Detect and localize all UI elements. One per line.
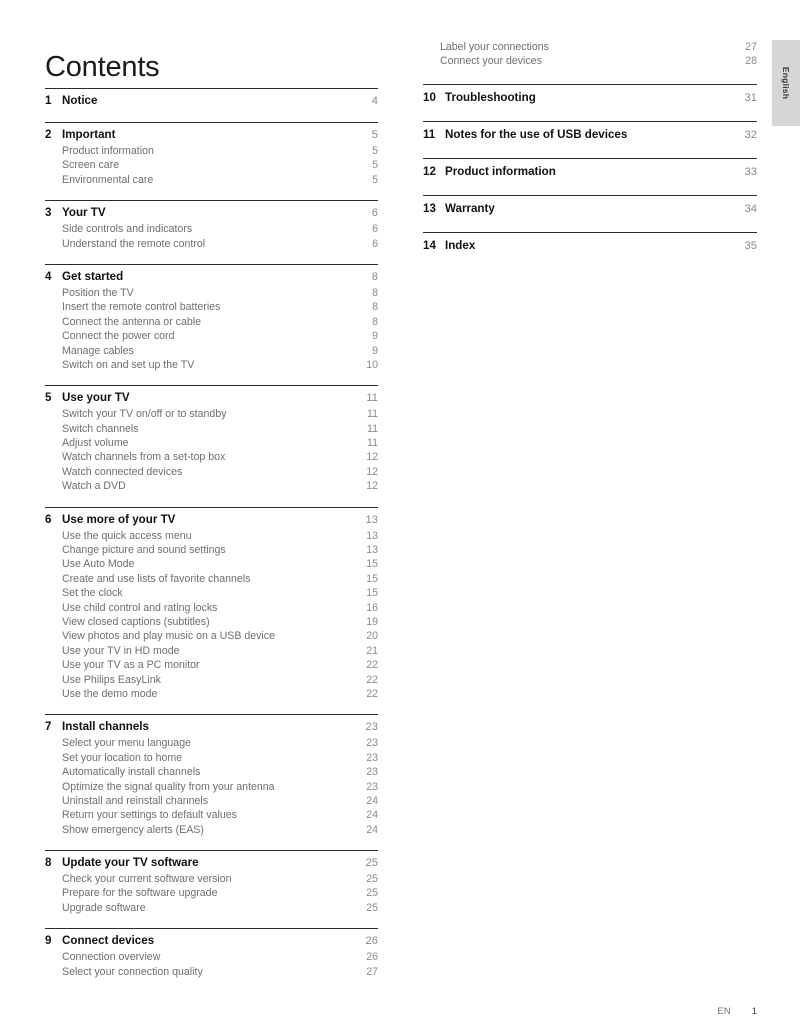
toc-entry-page: 6 — [372, 237, 378, 250]
toc-entry-row[interactable] — [45, 629, 378, 643]
toc-chapter-page: 23 — [365, 721, 378, 734]
toc-entry-page: 11 — [367, 422, 378, 435]
toc-entry-page: 15 — [366, 572, 378, 585]
toc-entry-row[interactable] — [45, 780, 378, 794]
toc-entry-page: 23 — [366, 737, 378, 750]
toc-entry-row[interactable] — [45, 358, 378, 372]
toc-entry-label: Create and use lists of favorite channels — [62, 572, 251, 585]
toc-group — [45, 507, 378, 702]
footer-page-number: 1 — [751, 1005, 757, 1016]
toc-chapter-page: 26 — [365, 935, 378, 948]
toc-entry-page: 22 — [366, 673, 378, 686]
toc-chapter-page: 4 — [371, 95, 378, 107]
toc-entry-page: 5 — [372, 145, 378, 157]
toc-entry-row[interactable] — [423, 54, 757, 68]
toc-entry-page: 28 — [745, 55, 757, 68]
toc-entry-page: 25 — [366, 887, 378, 900]
toc-chapter-number: 5 — [45, 391, 52, 405]
toc-entry-row[interactable] — [45, 586, 378, 600]
toc-entry-row[interactable] — [45, 422, 378, 436]
toc-entry-label: Screen care — [62, 159, 120, 172]
toc-entry-page: 16 — [366, 601, 378, 614]
toc-entry-page: 15 — [366, 587, 378, 600]
toc-entry-row[interactable] — [45, 222, 378, 236]
toc-entry-page: 8 — [372, 315, 378, 328]
toc-chapter-title: Index — [445, 238, 476, 252]
toc-entry-page: 24 — [366, 823, 378, 836]
toc-chapter-number: 10 — [423, 90, 436, 104]
toc-entry-row[interactable] — [45, 465, 378, 479]
toc-chapter-title: Connect devices — [62, 934, 155, 948]
toc-entry-row[interactable] — [45, 687, 378, 701]
toc-entry-label: Position the TV — [62, 286, 134, 299]
toc-entry-label: Insert the remote control batteries — [62, 301, 221, 314]
toc-entry-page: 5 — [372, 159, 378, 172]
toc-chapter-title: Warranty — [445, 201, 495, 215]
toc-entry-page: 23 — [366, 751, 378, 764]
toc-entry-label: Automatically install channels — [62, 766, 201, 779]
toc-chapter-number: 6 — [45, 512, 52, 526]
toc-chapter-page: 5 — [371, 129, 378, 141]
toc-chapter-number: 1 — [45, 94, 52, 107]
toc-entry-row[interactable] — [45, 644, 378, 658]
toc-group — [45, 200, 378, 251]
toc-entry-label: Optimize the signal quality from your antenna — [62, 780, 275, 793]
toc-entry-label: Switch channels — [62, 422, 139, 435]
toc-group — [423, 195, 757, 217]
toc-chapter-title: Important — [62, 128, 116, 141]
toc-chapter-title: Install channels — [62, 720, 149, 734]
toc-entry-row[interactable] — [45, 765, 378, 779]
toc-entry-page: 25 — [366, 901, 378, 914]
toc-entry-row[interactable] — [45, 901, 378, 915]
toc-chapter-title: Update your TV software — [62, 856, 199, 870]
toc-chapter-page: 32 — [744, 128, 757, 141]
toc-chapter-number: 11 — [423, 127, 436, 141]
toc-entry-page: 21 — [366, 644, 378, 657]
toc-entry-label: Use the quick access menu — [62, 529, 192, 542]
toc-entry-page: 11 — [367, 437, 378, 450]
toc-chapter-title: Troubleshooting — [445, 90, 536, 104]
toc-entry-label: Use Philips EasyLink — [62, 673, 161, 686]
toc-entry-label: Connection overview — [62, 951, 161, 964]
toc-chapter-title: Use more of your TV — [62, 512, 176, 526]
toc-entry-label: Connect the power cord — [62, 330, 175, 343]
toc-entry-row[interactable] — [45, 144, 378, 158]
toc-entry-page: 12 — [366, 465, 378, 478]
toc-entry-row[interactable] — [45, 300, 378, 314]
toc-entry-row[interactable] — [45, 436, 378, 450]
toc-entry-page: 27 — [745, 41, 757, 53]
toc-entry-page: 27 — [366, 965, 378, 978]
toc-chapter-row[interactable] — [423, 164, 757, 180]
toc-entry-row[interactable] — [45, 808, 378, 822]
toc-entry-label: Return your settings to default values — [62, 809, 237, 822]
toc-entry-page: 11 — [367, 408, 378, 421]
toc-group — [423, 232, 757, 254]
toc-chapter-row[interactable] — [45, 127, 378, 143]
toc-group — [423, 40, 757, 69]
toc-entry-label: Switch your TV on/off or to standby — [62, 408, 227, 421]
footer-language-code: EN — [717, 1005, 731, 1016]
toc-entry-page: 5 — [372, 173, 378, 186]
toc-group — [45, 928, 378, 979]
toc-chapter-row[interactable] — [423, 90, 757, 106]
toc-entry-label: Upgrade software — [62, 901, 146, 914]
toc-group — [423, 84, 757, 106]
toc-entry-row[interactable] — [45, 329, 378, 343]
toc-group — [45, 264, 378, 372]
toc-entry-label: Use child control and rating locks — [62, 601, 218, 614]
toc-chapter-row[interactable] — [423, 127, 757, 143]
toc-entry-page: 23 — [366, 766, 378, 779]
page-footer — [45, 1005, 757, 1017]
toc-entry-row[interactable] — [45, 344, 378, 358]
toc-entry-row[interactable] — [45, 658, 378, 672]
toc-chapter-title: Notes for the use of USB devices — [445, 127, 628, 141]
toc-chapter-row[interactable] — [45, 855, 378, 871]
toc-chapter-number: 9 — [45, 934, 52, 948]
toc-entry-row[interactable] — [45, 557, 378, 571]
toc-entry-label: Change picture and sound settings — [62, 544, 226, 557]
toc-entry-row[interactable] — [45, 158, 378, 172]
toc-entry-page: 25 — [366, 873, 378, 886]
toc-entry-label: Uninstall and reinstall channels — [62, 794, 209, 807]
toc-entry-page: 9 — [372, 330, 378, 343]
toc-entry-label: Prepare for the software upgrade — [62, 887, 218, 900]
toc-entry-label: Use the demo mode — [62, 687, 158, 700]
toc-chapter-page: 35 — [744, 239, 757, 252]
toc-entry-page: 10 — [366, 358, 378, 371]
toc-entry-label: Understand the remote control — [62, 237, 206, 250]
toc-entry-page: 9 — [372, 344, 378, 357]
toc-chapter-page: 8 — [371, 270, 378, 283]
toc-chapter-row[interactable] — [45, 512, 378, 528]
toc-chapter-page: 6 — [371, 207, 378, 220]
toc-chapter-number: 14 — [423, 238, 436, 252]
toc-chapter-number: 4 — [45, 269, 52, 283]
toc-entry-page: 13 — [366, 544, 378, 557]
toc-column-left — [45, 88, 378, 979]
toc-chapter-title: Get started — [62, 269, 124, 283]
toc-entry-row[interactable] — [45, 286, 378, 300]
toc-entry-page: 22 — [366, 659, 378, 672]
toc-entry-row[interactable] — [45, 315, 378, 329]
toc-entry-row[interactable] — [45, 823, 378, 837]
page-title: Contents — [45, 51, 160, 84]
toc-chapter-row[interactable] — [423, 238, 757, 254]
toc-group — [45, 385, 378, 493]
toc-entry-label: Use your TV as a PC monitor — [62, 659, 200, 672]
toc-entry-page: 23 — [366, 780, 378, 793]
toc-chapter-row[interactable] — [45, 205, 378, 221]
toc-entry-row[interactable] — [45, 965, 378, 979]
toc-entry-page: 12 — [366, 480, 378, 493]
toc-entry-page: 13 — [366, 529, 378, 542]
toc-entry-label: Switch on and set up the TV — [62, 358, 195, 371]
toc-entry-page: 20 — [366, 630, 378, 643]
toc-chapter-row[interactable] — [45, 719, 378, 735]
toc-entry-page: 12 — [366, 451, 378, 464]
toc-chapter-page: 34 — [744, 202, 757, 215]
toc-group — [45, 714, 378, 837]
toc-entry-label: Use Auto Mode — [62, 558, 135, 571]
toc-chapter-row[interactable] — [45, 93, 378, 109]
toc-chapter-title: Notice — [62, 94, 98, 107]
toc-entry-row[interactable] — [45, 450, 378, 464]
toc-chapter-number: 12 — [423, 164, 436, 178]
toc-entry-label: Select your menu language — [62, 737, 191, 750]
toc-entry-page: 22 — [366, 687, 378, 700]
toc-entry-row[interactable] — [45, 572, 378, 586]
toc-entry-row[interactable] — [45, 950, 378, 964]
toc-entry-label: Check your current software version — [62, 873, 232, 886]
toc-chapter-row[interactable] — [45, 933, 378, 949]
toc-entry-row[interactable] — [45, 237, 378, 251]
toc-entry-page: 15 — [366, 558, 378, 571]
toc-chapter-number: 7 — [45, 720, 52, 734]
toc-chapter-number: 13 — [423, 201, 436, 215]
toc-entry-row[interactable] — [45, 886, 378, 900]
toc-group — [45, 88, 378, 109]
toc-chapter-row[interactable] — [45, 390, 378, 406]
language-tab — [772, 40, 800, 126]
toc-entry-label: Environmental care — [62, 173, 154, 186]
toc-group — [423, 121, 757, 143]
toc-entry-row[interactable] — [45, 736, 378, 750]
toc-entry-page: 26 — [366, 951, 378, 964]
toc-entry-label: Watch a DVD — [62, 480, 126, 493]
toc-chapter-page: 33 — [744, 165, 757, 178]
toc-chapter-page: 13 — [365, 513, 378, 526]
toc-entry-label: Show emergency alerts (EAS) — [62, 823, 204, 836]
toc-group — [45, 122, 378, 187]
toc-entry-row[interactable] — [45, 529, 378, 543]
toc-entry-label: Adjust volume — [62, 437, 129, 450]
toc-entry-label: Side controls and indicators — [62, 223, 193, 236]
toc-entry-label: Connect the antenna or cable — [62, 315, 201, 328]
toc-entry-page: 8 — [372, 301, 378, 314]
toc-entry-page: 6 — [372, 223, 378, 236]
toc-entry-row[interactable] — [45, 479, 378, 493]
toc-entry-label: Select your connection quality — [62, 965, 203, 978]
toc-entry-row[interactable] — [423, 40, 757, 54]
toc-entry-row[interactable] — [45, 872, 378, 886]
toc-entry-row[interactable] — [45, 673, 378, 687]
toc-chapter-title: Use your TV — [62, 391, 130, 405]
toc-column-right — [423, 40, 757, 255]
toc-chapter-row[interactable] — [423, 201, 757, 217]
toc-entry-row[interactable] — [45, 794, 378, 808]
toc-entry-row[interactable] — [45, 615, 378, 629]
toc-entry-label: View photos and play music on a USB device — [62, 630, 275, 643]
toc-chapter-page: 11 — [366, 392, 378, 405]
toc-entry-label: Connect your devices — [440, 55, 542, 68]
toc-chapter-title: Product information — [445, 164, 556, 178]
toc-entry-label: Use your TV in HD mode — [62, 644, 180, 657]
language-tab-label: English — [781, 66, 791, 100]
toc-chapter-number: 2 — [45, 128, 52, 141]
toc-entry-row[interactable] — [45, 601, 378, 615]
toc-chapter-number: 8 — [45, 856, 52, 870]
toc-entry-row[interactable] — [45, 543, 378, 557]
toc-entry-label: Watch channels from a set-top box — [62, 451, 226, 464]
toc-entry-label: Watch connected devices — [62, 465, 183, 478]
toc-entry-row[interactable] — [45, 173, 378, 187]
toc-chapter-page: 25 — [365, 857, 378, 870]
toc-entry-label: Product information — [62, 145, 154, 157]
toc-entry-label: Manage cables — [62, 344, 134, 357]
toc-entry-label: View closed captions (subtitles) — [62, 615, 210, 628]
toc-entry-label: Label your connections — [440, 41, 549, 53]
toc-chapter-number: 3 — [45, 206, 52, 220]
toc-entry-page: 19 — [366, 615, 378, 628]
toc-group — [423, 158, 757, 180]
toc-chapter-page: 31 — [744, 91, 757, 104]
toc-chapter-title: Your TV — [62, 206, 106, 220]
toc-group — [45, 850, 378, 915]
toc-entry-page: 24 — [366, 794, 378, 807]
toc-entry-label: Set your location to home — [62, 751, 183, 764]
toc-entry-page: 8 — [372, 286, 378, 299]
toc-chapter-row[interactable] — [45, 269, 378, 285]
toc-entry-row[interactable] — [45, 407, 378, 421]
toc-entry-page: 24 — [366, 809, 378, 822]
toc-entry-row[interactable] — [45, 751, 378, 765]
toc-entry-label: Set the clock — [62, 587, 123, 600]
